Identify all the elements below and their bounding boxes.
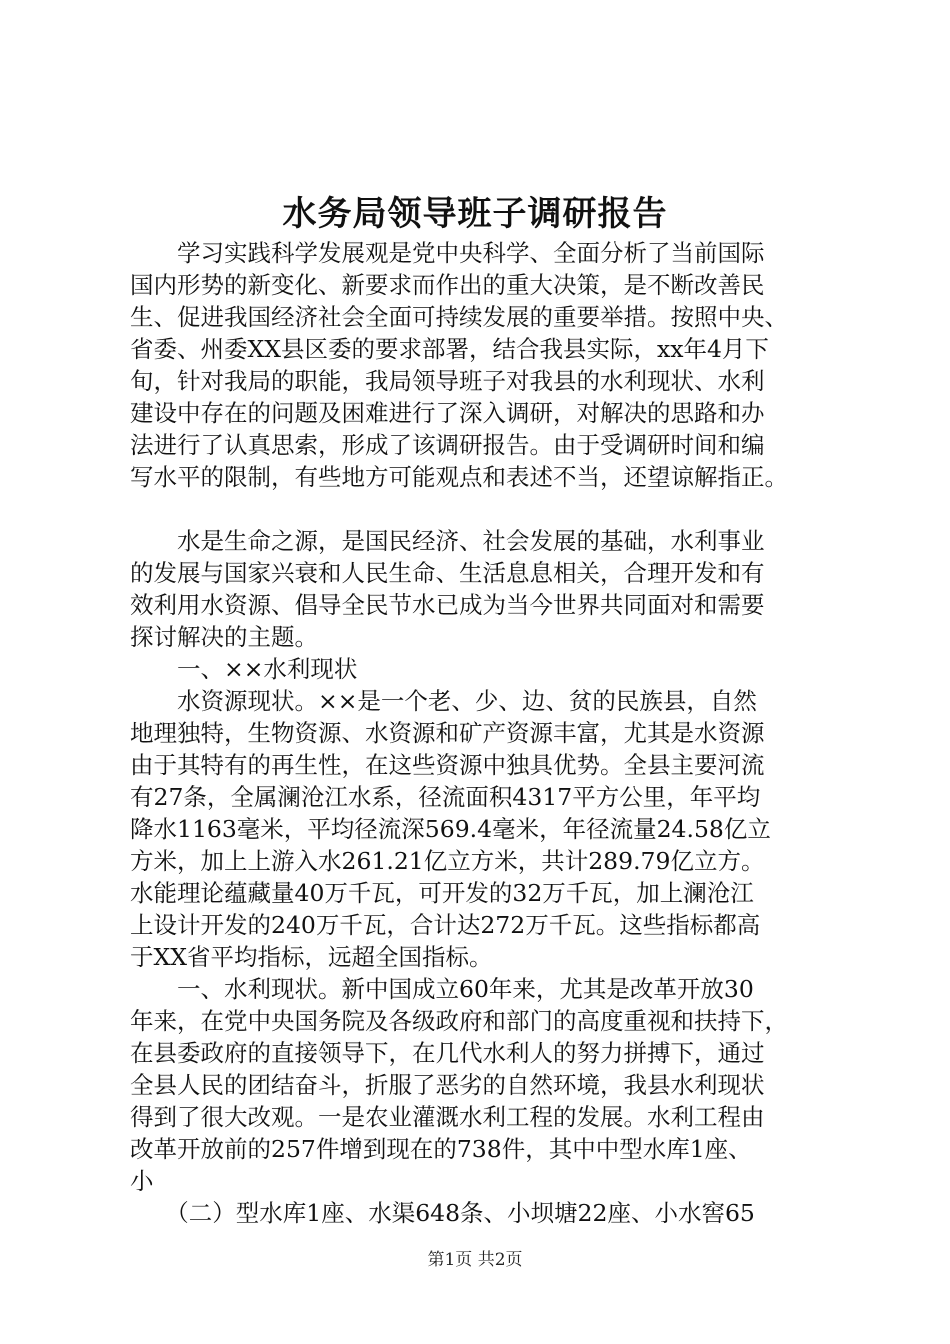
paragraph-line: 改革开放前的257件增到现在的738件，其中中型水库1座、	[130, 1135, 752, 1163]
paragraph-line: 水资源现状。××是一个老、少、边、贫的民族县，自然	[130, 687, 757, 715]
paragraph-line: 建设中存在的问题及困难进行了深入调研，对解决的思路和办	[130, 399, 765, 427]
paragraph-line: 法进行了认真思索，形成了该调研报告。由于受调研时间和编	[130, 431, 765, 459]
document-title: 水务局领导班子调研报告	[282, 194, 668, 234]
paragraph-line: 于XX省平均指标，远超全国指标。	[130, 943, 493, 971]
page-number-footer: 第1页 共2页	[427, 1250, 523, 1270]
paragraph-line: 学习实践科学发展观是党中央科学、全面分析了当前国际	[130, 239, 765, 267]
paragraph-line: 年来，在党中央国务院及各级政府和部门的高度重视和扶持下，	[130, 1007, 788, 1035]
paragraph-line: 方米，加上上游入水261.21亿立方米，共计289.79亿立方。	[130, 847, 765, 875]
paragraph-line: 省委、州委XX县区委的要求部署，结合我县实际，xx年4月下	[130, 335, 769, 363]
paragraph-line: 生、促进我国经济社会全面可持续发展的重要举措。按照中央、	[130, 303, 788, 331]
paragraph-line: 降水1163毫米，平均径流深569.4毫米，年径流量24.58亿立	[130, 815, 771, 843]
paragraph-line: 得到了很大改观。一是农业灌溉水利工程的发展。水利工程由	[130, 1103, 765, 1131]
paragraph-line: 地理独特，生物资源、水资源和矿产资源丰富，尤其是水资源	[130, 719, 765, 747]
paragraph-line: 小	[130, 1167, 154, 1195]
paragraph-line: （二）型水库1座、水渠648条、小坝塘22座、小水窖65	[130, 1199, 755, 1227]
paragraph-line: 水能理论蕴藏量40万千瓦，可开发的32万千瓦，加上澜沧江	[130, 879, 754, 907]
paragraph-line: 国内形势的新变化、新要求而作出的重大决策，是不断改善民	[130, 271, 765, 299]
paragraph-line: 写水平的限制，有些地方可能观点和表述不当，还望谅解指正。	[130, 463, 788, 491]
paragraph-line: 的发展与国家兴衰和人民生命、生活息息相关，合理开发和有	[130, 559, 765, 587]
paragraph-line: 全县人民的团结奋斗，折服了恶劣的自然环境，我县水利现状	[130, 1071, 765, 1099]
paragraph-line: 探讨解决的主题。	[130, 623, 318, 651]
paragraph-line: 水是生命之源，是国民经济、社会发展的基础，水利事业	[130, 527, 765, 555]
paragraph-line: 上设计开发的240万千瓦，合计达272万千瓦。这些指标都高	[130, 911, 761, 939]
paragraph-line: 旬，针对我局的职能，我局领导班子对我县的水利现状、水利	[130, 367, 765, 395]
paragraph-line: 有27条，全属澜沧江水系，径流面积4317平方公里，年平均	[130, 783, 761, 811]
paragraph-line: 效利用水资源、倡导全民节水已成为当今世界共同面对和需要	[130, 591, 765, 619]
section-heading: 一、××水利现状	[130, 655, 358, 683]
paragraph-line: 一、水利现状。新中国成立60年来，尤其是改革开放30	[130, 975, 754, 1003]
paragraph-line: 由于其特有的再生性，在这些资源中独具优势。全县主要河流	[130, 751, 765, 779]
paragraph-line: 在县委政府的直接领导下，在几代水利人的努力拼搏下，通过	[130, 1039, 765, 1067]
